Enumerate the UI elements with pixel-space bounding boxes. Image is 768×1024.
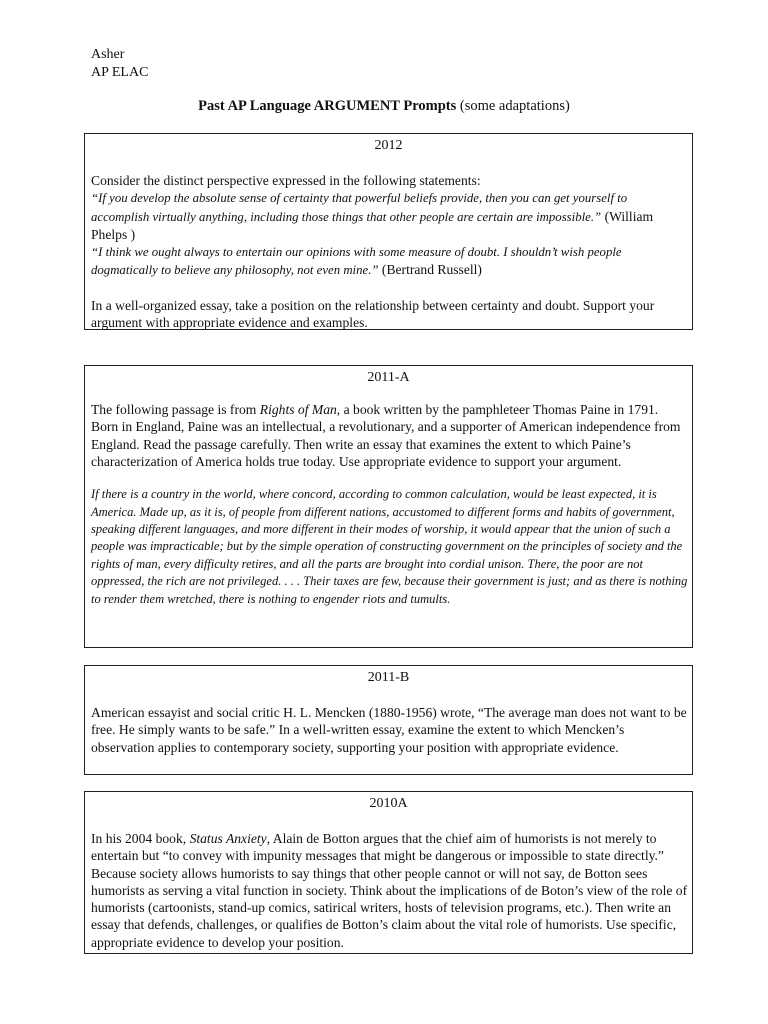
- prompt-text: In his 2004 book, Status Anxiety, Alain de Botton argues that the chief aim of humorists is not merely to entertain but “to convey with impunity messages that might be dangerous or impossible to state directly.” Because society allows humorists to say things that other people cannot or will not say, de Botton sees humorists as serving a vital function in society. Think about the implications of de Boton’s view of the role of humorists (cartoonists, stand-up comics, satirical writers, hosts of television programs, etc.). Then write an essay that defends, challenges, or qualifies de Botton’s claim about the vital role of humorists. Use specific, appropriate evidence to develop your position.: [91, 831, 688, 950]
- prompt-task: In a well-organized essay, take a position on the relationship between certainty and doubt. Support your argument with appropriate evidence and examples.: [91, 297, 655, 331]
- quote-attribution: (Bertrand Russell): [378, 262, 482, 278]
- prompt-body: [91, 704, 688, 756]
- prompt-box-2011b: [84, 665, 693, 775]
- prompt-instructions: The following passage is from Rights of Man, a book written by the pamphleteer Thomas Paine in 1791. Born in England, Paine was an intellectual, a revolutionary, and a supporter of American independence from England. Read the passage carefully. Then write an essay that examines the extent to which Paine’s characterization of America holds true today. Use appropriate evidence to support your argument.: [91, 402, 681, 469]
- quote-russell: [91, 243, 688, 280]
- prompt-box-2012: [84, 133, 693, 330]
- paine-passage: If there is a country in the world, where concord, according to common calculation, would be least expected, it is America. Made up, as it is, of people from different nations, accustomed to different forms and habits of government, speaking different languages, and more different in their modes of worship, it would appear that the union of such a people was impracticable; but by the simple operation of constructing government on the principles of society and the rights of man, every difficulty retires, and all the parts are brought into cordial unison. There, the poor are not oppressed, the rich are not privileged. . . . Their taxes are few, because their government is just; and as there is nothing to render them wretched, there is nothing to engender riots and tumults.: [91, 487, 688, 606]
- prompt-box-2011a: [84, 365, 693, 648]
- quote-attribution: (William Phelps ): [91, 208, 654, 242]
- book-title: Rights of Man: [259, 402, 337, 417]
- quote-phelps: [91, 189, 688, 243]
- book-title: Status Anxiety: [189, 831, 267, 846]
- prompt-intro: Consider the distinct perspective expressed in the following statements:: [91, 173, 481, 188]
- course-name: AP ELAC: [91, 65, 149, 80]
- title-bold: Past AP Language ARGUMENT Prompts: [198, 98, 457, 114]
- prompt-text: American essayist and social critic H. L. Mencken (1880-1956) wrote, “The average man does not want to be free. He simply wants to be safe.” In a well-written essay, examine the extent to which Mencken’s observation applies to contemporary society, supporting your position with appropriate evidence.: [91, 705, 687, 755]
- prompt-body: [91, 172, 688, 331]
- prompt-body: [91, 830, 688, 951]
- prompt-box-2010a: [84, 791, 693, 954]
- title-note: (some adaptations): [456, 98, 570, 114]
- prompt-body: [91, 401, 688, 608]
- prompt-year: 2011-A: [367, 370, 410, 385]
- quote-text: “I think we ought always to entertain our opinions with some measure of doubt. I shouldn’t wish people dogmatically to believe any philosophy, not even mine.”: [91, 245, 622, 278]
- student-name: Asher: [91, 47, 125, 62]
- page-title: [0, 98, 768, 115]
- quote-text: “If you develop the absolute sense of certainty that powerful beliefs provide, then you can get yourself to accomplish virtually anything, including those things that other people are certain are impossible.”: [91, 191, 628, 224]
- prompt-year: 2011-B: [367, 670, 410, 685]
- prompt-year: 2012: [374, 138, 403, 153]
- prompt-year: 2010A: [369, 796, 408, 811]
